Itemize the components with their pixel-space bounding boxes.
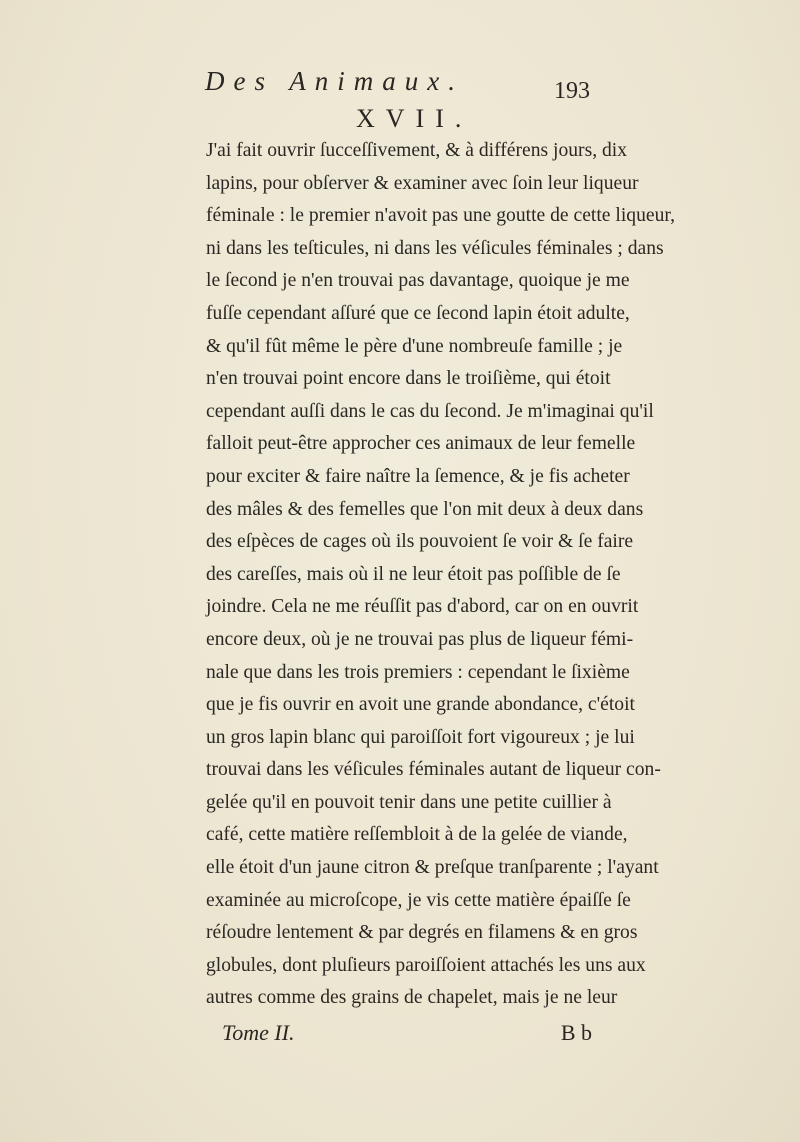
body-text: [206, 135, 676, 1015]
text-line: cependant auſſi dans le cas du ſecond. Je m'imaginai qu'il: [206, 400, 654, 422]
text-line: trouvai dans les véſicules féminales autant de liqueur con-: [206, 759, 661, 781]
running-head: Des Animaux.: [205, 66, 464, 96]
volume-label: Tome II.: [222, 1020, 295, 1045]
text-line: falloit peut-être approcher ces animaux de leur femelle: [206, 433, 636, 455]
text-line: fuſſe cependant aſſuré que ce ſecond lapin étoit adulte,: [206, 302, 630, 324]
page-number: 193: [554, 78, 590, 104]
text-line: des careſſes, mais où il ne leur étoit pas poſſible de ſe: [206, 563, 621, 585]
text-line: J'ai fait ouvrir ſucceſſivement, & à différens jours, dix: [206, 140, 628, 161]
text-line: que je fis ouvrir en avoit une grande abondance, c'étoit: [206, 694, 635, 716]
text-line: café, cette matière reſſembloit à de la gelée de viande,: [206, 824, 628, 846]
page-footer: [222, 1020, 592, 1050]
text-line: globules, dont pluſieurs paroiſſoient attachés les uns aux: [206, 954, 646, 976]
text-line: des mâles & des femelles que l'on mit deux à deux dans: [206, 498, 644, 520]
text-line: ni dans les teſticules, ni dans les véſicules féminales ; dans: [206, 237, 664, 259]
text-line: autres comme des grains de chapelet, mais je ne leur: [206, 987, 618, 1009]
text-line: le ſecond je n'en trouvai pas davantage, quoique je me: [206, 270, 630, 292]
text-line: encore deux, où je ne trouvai pas plus de liqueur fémi-: [206, 628, 634, 650]
text-line: examinée au microſcope, je vis cette matière épaiſſe ſe: [206, 889, 631, 911]
text-line: & qu'il fût même le père d'une nombreuſe famille ; je: [206, 335, 623, 357]
section-number: XVII.: [356, 104, 473, 133]
text-line: des eſpèces de cages où ils pouvoient ſe voir & ſe faire: [206, 531, 634, 553]
text-line: nale que dans les trois premiers : cependant le ſixième: [206, 661, 630, 683]
text-line: un gros lapin blanc qui paroiſſoit fort vigoureux ; je lui: [206, 726, 635, 748]
text-line: elle étoit d'un jaune citron & preſque tranſparente ; l'ayant: [206, 857, 659, 879]
text-line: n'en trouvai point encore dans le troiſième, qui étoit: [206, 368, 611, 390]
text-line: lapins, pour obſerver & examiner avec ſoin leur liqueur: [206, 172, 639, 194]
text-line: gelée qu'il en pouvoit tenir dans une petite cuillier à: [206, 791, 612, 813]
text-line: féminale : le premier n'avoit pas une goutte de cette liqueur,: [206, 205, 676, 227]
signature-mark: B b: [560, 1020, 592, 1045]
text-line: pour exciter & faire naître la ſemence, & je fis acheter: [206, 465, 630, 487]
text-line: réſoudre lentement & par degrés en filamens & en gros: [206, 922, 638, 944]
text-line: joindre. Cela ne me réuſſit pas d'abord, car on en ouvrit: [206, 596, 639, 618]
